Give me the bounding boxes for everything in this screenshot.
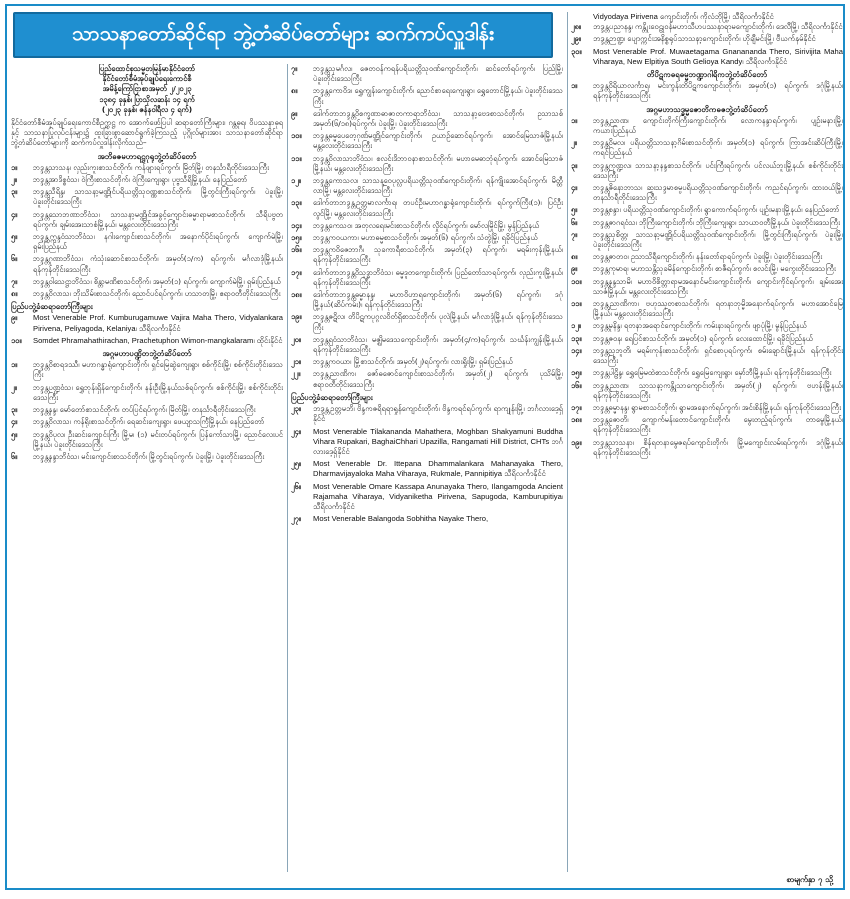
- item-number: ၁။: [571, 81, 578, 91]
- item-text: ဘဒ္ဒန္တဝါသေဋ္ဌာဘိဝံသ၊ စိန္တာမဏိစာသင်တိုက်၊ အမှတ်(၁) ရပ်ကွက်၊ ကျောက်မဲမြို့၊ ရှမ်းပြည်နယ်: [33, 276, 281, 286]
- list-item: [291, 404, 563, 424]
- item-number: ၁၇။: [291, 267, 302, 277]
- item-text: ဘဒ္ဒန္တသီရိန္ဒ၊ သာသနာ့မဏ္ဍိုင်ပရိယတ္တိသုဝဏ္ဏစာသင်တိုက်၊ မြို့တွင်းကြီးရပ်ကွက်၊ ပဲခူးမြို့၊ ပဲခူးတိုင်းဒေသကြီး: [33, 187, 283, 207]
- list-item: [291, 459, 563, 479]
- item-text: ဘဒ္ဒန္တကုမာရ၊ မဟာသန္တိသုခမိန်ကျောင်းတိုက်၊ စာဇီရပ်ကွက်၊ စလင်းမြို့၊ မကွေးတိုင်းဒေသကြီး: [593, 264, 836, 274]
- list-item: [571, 183, 843, 203]
- item-text: ဘဒ္ဒန္တကေသဝ၊ အတုလရေးမင်းစာသင်တိုက်၊ လှိုင်ရပ်ကွက်၊ မော်လမြိုင်မြို့၊ မွန်ပြည်နယ်: [313, 220, 540, 230]
- item-text: ဘဒ္ဒန္တရဝံသာဘိဝံသ၊ မဇ္ဈိမဒေသကျောင်းတိုက်၊ အမှတ်(၄/က)ရပ်ကွက်၊ သင်္ဃန်းကျွန်းမြို့နယ်၊ ရန်ကုန်တိုင်းဒေသကြီး: [313, 334, 563, 355]
- list-item-continuation: Vidyodaya Pirivena ကျောင်းတိုက်၊ ကိုလံဘိုမြို့၊ သီရိလင်္ကာနိုင်ငံ: [593, 12, 774, 21]
- item-text: Most Venerable Prof. Muwaetagama Gnanananda Thero, Sirivijita Maha Viharaya, New Elpitiya South Gelioya Kandy၊ သီရိလင်္ကာနိုင်ငံ: [593, 46, 843, 66]
- item-text: ဘဒ္ဒန္တဥတ္တမဘိ၊ ဗိန္ဒကဇရိရရာရှုန်ကျောင်းတိုက်၊ ဗိန္ဒကရင်ရပ်ကွက်၊ ရာကျုန်းမြို့၊ ဘင်္ဂလားဒေ့ရှ်နိုင်ငံ: [313, 404, 563, 424]
- list-item: [291, 221, 563, 231]
- item-number: ၃။: [11, 187, 18, 197]
- list-item: [11, 383, 283, 403]
- recipient-list: [11, 313, 283, 346]
- item-text: ဘဒ္ဒန္တဂုဏာဘိဝံသ၊ ကံသုံးဆောင်စာသင်တိုက်၊ အမှတ်(၁/က) ရပ်ကွက်၊ မင်္ဂလာဒုံမြို့နယ်၊ ရန်ကုန်တိုင်းဒေသကြီး: [33, 254, 283, 274]
- item-text: ဘဒ္ဒန္တသုဘူတိ၊ မရမ်းကုန်းစာသင်တိုက်၊ ရှင်စောပုရပ်ကွက်၊ စမ်းချောင်းမြို့နယ်၊ ရန်ကုန်တိုင်းဒေသကြီး: [593, 345, 843, 366]
- item-text: ဘဒ္ဒန္တဓမ္မပေတေ့ဂုဏ်မဏ္ဍိုင်ကျောင်းတိုက်၊ ဥယာဉ်ဆောင်ရပ်ကွက်၊ အောင်မြေသာဇံမြို့နယ်၊ မန္တလေးတိုင်းဒေသကြီး: [313, 131, 563, 151]
- header-line: ပြည်ထောင်စုသမ္မတမြန်မာနိုင်ငံတော်: [98, 64, 196, 73]
- list-item: [11, 313, 283, 333]
- column-3: [571, 12, 843, 872]
- header-line: အမိန့်ကြော်ငြာစာအမှတ် ၂/၂၀၂၃: [102, 84, 192, 94]
- item-text: ဘဒ္ဒန္တသောဘဏာဘိဝံသ၊ သာသနာ့မဏ္ဍိုင်အခွင့်ကျောင်းဓမ္မာရာမစာသင်တိုက်၊ သီရိပဗ္ဗတရပ်ကွက်၊ ချမ်းအေးသာစံမြို့နယ်၊ မန္တလေးတိုင်းဒေသကြီး: [33, 209, 283, 229]
- section-heading: အဂ္ဂမဟာပဏ္ဍိတဘွဲ့တံဆိပ်တော်: [102, 349, 192, 359]
- item-text: ဘဒ္ဒန္တဉာဏ္ဍ၊ ပျောက္ကင်းအနိစ္စရုပ်သာသနာ့ကျောင်းတိုက်၊ ဟိုချီမင်းမြို့၊ ဗီယက်နမ်နိုင်ငံ: [593, 34, 816, 44]
- item-number: ၁၀။: [571, 276, 582, 286]
- item-number: ၁၃။: [291, 198, 302, 208]
- item-text: ဘဒ္ဒန္တပဏ္ဍဝံသ၊ ရွှေဘုန်းရှိန်ကျောင်းတိုက်၊ နန်းဦးမြို့နယ်သစ်ရပ်ကွက်၊ စစ်ကိုင်းမြို့၊ စစ်ကိုင်းတိုင်းဒေသကြီး: [33, 382, 283, 402]
- section-heading: အဘိဓဇမဟာရဋ္ဌဂုရုဘွဲ့တံဆိပ်တော်: [97, 151, 197, 161]
- item-text: ဘဒ္ဒန္တဇဝန၊ ရေပြင်စာသင်တိုက်၊ အမှတ်(၁) ရပ်ကွက်၊ လေးထောင်မြို့၊ ရခိုင်ပြည်နယ်: [593, 333, 813, 343]
- list-item: [11, 336, 283, 346]
- item-number: ၁၈။: [571, 415, 582, 425]
- item-text: ဒေါက်တာဘဒ္ဒန္တဓမ္မာနန္ဒ၊ မဟာဝိဟာရကျောင်းတိုက်၊ အမှတ်(၆) ရပ်ကွက်၊ ဒဂုံမြို့နယ်(ဆိပ်ကမ်း)၊ ရန်ကုန်တိုင်းဒေသကြီး: [313, 290, 563, 310]
- item-text: ဘဒ္ဒန္တသုစိတ္တ၊ သာသနာ့မဏ္ဍိုင်ပရိယတ္တိသုဝဏ်ကျောင်းတိုက်၊ မြို့တွင်းကြီးရပ်ကွက်၊ ပဲခူးမြို့၊ ပဲခူးတိုင်းဒေသကြီး: [593, 229, 843, 250]
- list-item: [571, 381, 843, 401]
- item-number: ၇။: [571, 229, 578, 239]
- item-number: ၁၇။: [571, 402, 582, 412]
- item-number: ၁၀။: [11, 335, 22, 345]
- list-item: [571, 230, 843, 250]
- list-item: [571, 34, 843, 44]
- item-number: ၁။: [11, 162, 18, 172]
- list-item: [11, 210, 283, 230]
- list-item: [11, 289, 283, 299]
- item-text: Somdet Phramahathirachan, Prachetuphon Wimon-mangkalaram၊ ထိုင်းနိုင်ငံ: [33, 335, 283, 345]
- recipient-list: [291, 404, 563, 524]
- list-item: [11, 175, 283, 185]
- column-divider: [567, 12, 568, 872]
- recipient-list: [291, 64, 563, 390]
- item-number: ၂။: [571, 138, 577, 148]
- item-number: ၉။: [291, 108, 298, 118]
- item-number: ၁၂။: [571, 321, 582, 331]
- item-text: ဘဒ္ဒန္တသုမင်္ဂလ၊ ဇေတဝန်ကရန်ပရိယတ္တိသုဝဏ်ကျောင်းတိုက်၊ ဆင်တော်ရပ်ကွက်၊ ပြည်မြို့၊ ပဲခူးတိုင်းဒေသကြီး: [313, 64, 563, 84]
- list-item: [571, 368, 843, 378]
- item-number: ၁၅။: [571, 368, 582, 378]
- item-number: ၄။: [11, 417, 18, 427]
- header-line: (၂၀၂၃ ခုနှစ်၊ ဇန်နဝါရီလ ၄ ရက်): [101, 104, 193, 114]
- list-item: [291, 131, 563, 151]
- item-text: ဘဒ္ဒန္တဝိမလ၊ ပရိယတ္တိသာသနာ့ဂိမ်းစာသင်တိုက်၊ အမှတ်(၁) ရပ်ကွက်၊ ကြာအင်းဆိပ်ကြီးမြို့၊ ကရင်ပြည်နယ်: [593, 138, 843, 158]
- list-item: [291, 290, 563, 310]
- page-title: သာသနာတော်ဆိုင်ရာ ဘွဲ့တံဆိပ်တော်များ ဆက်ကပ်လှူဒါန်း: [13, 12, 553, 58]
- list-item: [11, 232, 283, 252]
- item-number: ၂၉။: [571, 34, 582, 44]
- item-text: ဘဒ္ဒန္တညာဏ၊ သာသနာ့ကန္တိုသာကျောင်းတိုက်၊ အမှတ်(၂) ရပ်ကွက်၊ ဗဟန်းမြို့နယ်၊ ရန်ကုန်တိုင်းဒေသကြီး: [593, 380, 843, 400]
- item-number: ၂။: [11, 175, 17, 185]
- item-text: ဘဒ္ဒန္တနန္ဒာဘိဝံသ၊ မင်းကျောင်းစာသင်တိုက်၊ မြို့တွင်းရပ်ကွက်၊ ပဲခူးမြို့၊ ပဲခူးတိုင်းဒေသကြီး: [33, 451, 265, 461]
- item-text: ဘဒ္ဒန္တညာဏိကာ၊ ဗဟုဿုတစာသင်တိုက်၊ ရတနာဘုမ္မိအနောက်ရပ်ကွက်၊ မဟာအောင်မြေမြို့နယ်၊ မန္တလေးတိုင်းဒေသကြီး: [593, 299, 843, 319]
- list-item: [571, 116, 843, 136]
- item-text: ဘဒ္ဒန္တပညာနန္ဒ၊ ကန္တိုးဝေဠုဝန်မဟာသီဟပဿနာရာမကျောင်းတိုက်၊ ဒေလီမြို့၊ သီရိလင်္ကာနိုင်ငံ: [593, 22, 843, 32]
- list-item: [11, 360, 283, 380]
- list-item: [291, 245, 563, 265]
- list-item: [291, 514, 563, 524]
- item-text: ဘဒ္ဒန္တဝိစာရဒဿီ၊ မဟာဂန္ဓာရုံကျောင်းတိုက်၊ ရှင်မြေဆွဲကျေးရွာ၊ စစ်ကိုင်းမြို့၊ စစ်ကိုင်းတိုင်းဒေသကြီး: [33, 360, 283, 380]
- recipient-list: [11, 163, 283, 299]
- item-text: ဘဒ္ဒန္တဝိလာသ၊ ဘိုးသိမ်းစာသင်တိုက်၊ ညောင်ပင်ရပ်ကွက်၊ ဟသာတမြို့၊ ဧရာဝတီတိုင်းဒေသကြီး: [33, 289, 281, 299]
- list-item: [571, 334, 843, 344]
- item-number: ၂၂။: [291, 369, 301, 379]
- list-item: [571, 277, 843, 297]
- list-item: [291, 427, 563, 458]
- continued-on-page: စာမျက်နှာ ၇ သို့: [786, 875, 833, 884]
- item-number: ၁၂။: [291, 176, 302, 186]
- list-item: [571, 138, 843, 158]
- item-text: ဘဒ္ဒန္တဇာဂရဝံသ၊ ဘိုကြီးကျောင်းတိုက်၊ ဘိုကြီးကျေးရွာ၊ သာယာဝတီမြို့နယ်၊ ပဲခူးတိုင်းဒေသကြီး: [593, 217, 841, 227]
- list-item: [11, 405, 283, 415]
- item-text: ဘဒ္ဒန္တဝိလာသ၊ ကန်ရိုးစာသင်တိုက်၊ ရေဆင်းကျေးရွာ၊ ဖေယျာသင်္ကြံမြို့နယ်၊ နေပြည်တော်: [33, 417, 265, 427]
- recipient-list: [571, 116, 843, 458]
- item-number: ၁၆။: [291, 245, 302, 255]
- item-number: ၁၃။: [571, 333, 582, 343]
- section-heading: ပြည်ပဘွဲ့ခံဆရာတော်ကြီးများ: [11, 302, 93, 312]
- item-number: ၁၅။: [291, 233, 302, 243]
- item-text: ဒေါက်တာဘဒ္ဒန္တဝိစက္ခဏာဓာဇာတကာရာဘိဝံသ၊ သာသနာ့ဗေဒစာသင်တိုက်၊ ဥသာသစ်အမှတ်(၆/၁၈)ရပ်ကွက်၊ ပဲခူးမြို့၊ ပဲခူးတိုင်းဒေသကြီး: [313, 108, 563, 129]
- item-number: ၈။: [291, 86, 298, 96]
- list-item: [571, 161, 843, 181]
- list-item: [11, 277, 283, 287]
- list-item: [291, 312, 563, 332]
- item-text: Most Venerable Prof. Kumburugamuwe Vajira Maha Thero, Vidyalankara Pirivena, Peliyagoda, Kelaniya၊ သီရိလင်္ကာနိုင်ငံ: [33, 313, 283, 333]
- item-text: ဘဒ္ဒန္တဇိနောဘာသ၊ ဆူးသဒ္ဒမာစမ္ပပရိယတ္တိသုဝဏ်ကျောင်းတိုက်၊ ကညင်ရပ်ကွက်၊ ထားဝယ်မြို့၊ တနင်္သာရီတိုင်းဒေသကြီး: [593, 183, 843, 203]
- item-number: ၁၄။: [571, 345, 582, 355]
- item-text: ဒေါက်တာဘဒ္ဒန္တဥတ္တမာလင်္ကာရ၊ တပင်ဦးမဟာဂန္ဓာရုံကျောင်းတိုက်၊ ရပ်ကွက်ကြီး(၁)၊ ပြင်ဦးလွင်မြို့၊ မန္တလေးတိုင်းဒေသကြီး: [313, 198, 563, 218]
- list-item: [571, 321, 843, 331]
- item-text: ဘဒ္ဒန္တဝိရိယာလင်္ကာရ၊ မင်းကွန်းတိပိဋကကျောင်းတိုက်၊ အမှတ်(၁) ရပ်ကွက်၊ ဒဂုံမြို့နယ်၊ ရန်ကုန်တိုင်းဒေသကြီး: [593, 81, 843, 101]
- item-number: ၃။: [571, 160, 578, 170]
- item-text: ဒေါက်တာဘဒ္ဒန္တဝိသုဒ္ဓာဘိဝံသ၊ ဓမ္မဒူတကျောင်းတိုက်၊ ပြည်တော်သာရပ်ကွက်၊ လှည်းကူးမြို့နယ်၊ ရန်ကုန်တိုင်းဒေသကြီး: [313, 267, 563, 287]
- list-item: [11, 452, 283, 462]
- item-number: ၂၈။: [571, 22, 582, 32]
- list-item: [291, 482, 563, 513]
- section-heading: အဂ္ဂမဟာသဒ္ဓမ္မဇောတိကဓဇဘွဲ့တံဆိပ်တော်: [646, 104, 768, 114]
- item-number: ၁၁။: [571, 299, 582, 309]
- item-number: ၁၉။: [291, 312, 302, 322]
- item-number: ၁၈။: [291, 290, 302, 300]
- item-number: ၂၀။: [291, 334, 302, 344]
- header-line: ၁၃၈၄ ခုနှစ်၊ ပြာသိုလဆန်း ၁၄ ရက်: [99, 94, 195, 104]
- section-heading: တိပိဋကဓရဓမ္မဘဏ္ဍာဂါရိကဘွဲ့တံဆိပ်တော်: [646, 70, 768, 80]
- list-item: [291, 268, 563, 288]
- item-number: ၁၀။: [291, 131, 302, 141]
- item-text: ဘဒ္ဒန္တကောဝိဒ၊ ရွှေကျွန်းကျောင်းတိုက်၊ ညောင်စာရေးကျေးရွာ၊ ရွှေတောင်မြို့နယ်၊ ပဲခူးတိုင်းဒေသကြီး: [313, 86, 563, 106]
- item-text: ဘဒ္ဒန္တအာဒိစ္စဝံသ၊ ဝဲကြီးစာသင်တိုက်၊ ဝဲကြီးကျေးရွာ၊ ပုဗ္ဗသီရိမြို့နယ်၊ နေပြည်တော်: [33, 175, 248, 185]
- intro-paragraph: နိုင်ငံတော်စီမံအုပ်ချုပ်ရေးကောင်စီဥက္ကဋ္ဌ က အောက်ဖော်ပြပါ ဆရာတော်ကြီးများ၊ ဂန္ထဓုရ၊ ဝိပဿနာဓုရနှင့် သာသနာပြုလုပ်ငန်းများ၌ ထူးခြားစွာဆောင်ရွက်ခဲ့ကြသည့် ပုဂ္ဂိုလ်များအား သာသနာတော်ဆိုင်ရာ ဘွဲ့တံဆိပ်တော်များကို ဆက်ကပ်လှူဒါန်းလိုက်သည်–: [11, 118, 283, 148]
- list-item: [571, 438, 843, 458]
- item-number: ၁။: [571, 115, 578, 125]
- item-text: ဘဒ္ဒန္တကောသလ၊ သာသန့ဝေပုလ္လပရိယတ္တိသုဝဏ်ကျောင်းတိုက်၊ ရန်ကျိုးအောင်ရပ်ကွက်၊ မိတ္ထီလာမြို့၊ မန္တလေးတိုင်းဒေသကြီး: [313, 176, 563, 196]
- recipient-list: [571, 81, 843, 101]
- newspaper-page: [5, 4, 845, 890]
- item-text: ဘဒ္ဒန္တကဝိဇေဘာဂီ၊ သုခကာရီစာသင်တိုက်၊ အမှတ်(၃) ရပ်ကွက်၊ မရမ်းကုန်းမြို့နယ်၊ ရန်ကုန်တိုင်းဒေသကြီး: [313, 245, 563, 265]
- item-text: ဘဒ္ဒန္တနန္ဒသာမိ၊ မဟာဝိစိတ္တာရာမအနောင်မင်းကျောင်းတိုက်၊ ကျောင်းကိုင်ရပ်ကွက်၊ ချမ်းအေးသာဇံမြို့နယ်၊ မန္တလေးတိုင်းဒေသကြီး: [593, 276, 843, 296]
- item-text: ဘဒ္ဒန္တညာဏိက၊ ဇော်ဓဇောင်ကျောင်းစာသင်တိုက်၊ အမှတ်(၂) ရပ်ကွက်၊ ပုသိမ်မြို့၊ ဧရာဝတီတိုင်းဒေသကြီး: [313, 369, 563, 389]
- list-item: [291, 335, 563, 355]
- header-line: နိုင်ငံတော်စီမံအုပ်ချုပ်ရေးကောင်စီ: [102, 74, 192, 84]
- item-text: ဘဒ္ဒန္တဇဋိလ၊ တိပိဋကပုဂ္ဂလဝိတ်ရှိစာသင်တိုက်၊ ပုလဲမြို့နယ်၊ မင်္ဂလာဒုံမြို့နယ်၊ ရန်ကုန်တိုင်းဒေသကြီး: [313, 312, 563, 332]
- item-text: ဘဒ္ဒန္တသာသနာ၊ စိန်ရတနာမွေဇရပ်ကျောင်းတိုက်၊ မြို့မကျောင်းလမ်းရပ်ကွက်၊ ဒဂုံမြို့နယ်၊ ရန်ကုန်တိုင်းဒေသကြီး: [593, 437, 843, 457]
- item-text: Most Venerable Balangoda Sobhitha Nayake Thero,: [313, 514, 489, 524]
- item-text: Most Venerable Tilakananda Mahathera, Moghban Shakyamuni Buddha Vihara Rupakari, BaghaiChhari Upazilla, Rangamati Hill District, CHTs ဘင်္ဂလားဒေ့ရှ်နိုင်ငံ: [313, 426, 563, 456]
- item-number: ၂၄။: [291, 426, 302, 436]
- list-item: [291, 86, 563, 106]
- list-item: [291, 154, 563, 174]
- list-item: [291, 176, 563, 196]
- item-number: ၉။: [11, 313, 18, 323]
- list-item: [571, 218, 843, 228]
- list-item: [571, 22, 843, 32]
- item-text: ဘဒ္ဒန္တဓမ္မာနန္ဒ၊ ရွာမစာသင်တိုက်၊ ရွာမအနောက်ရပ်ကွက်၊ အင်းစိန်မြို့နယ်၊ ရန်ကုန်တိုင်းဒေသကြီး: [593, 402, 842, 412]
- item-number: ၂။: [11, 382, 17, 392]
- item-text: ဘဒ္ဒန္တဝိလာသာဘိဝံသ၊ စလင်းဒိဘာဝနာစာသင်တိုက်၊ မဟာမေဓာဘုံရပ်ကွက်၊ အောင်မြေသာဇံမြို့နယ်၊ မန္တလေးတိုင်းဒေသကြီး: [313, 153, 563, 173]
- item-number: ၂၁။: [291, 357, 302, 367]
- item-text: ဘဒ္ဒန္တဇာတဝ၊ ဥသာသိရီကျောင်းတိုက်၊ နန်းတော်ရာရပ်ကွက်၊ ပဲခူးမြို့၊ ပဲခူးတိုင်းဒေသကြီး: [593, 252, 823, 262]
- list-item: [571, 252, 843, 262]
- section-heading: ပြည်ပဘွဲ့ခံဆရာတော်ကြီးများ: [291, 392, 373, 402]
- item-text: ဘဒ္ဒန္တမုနိန္ဒ၊ ရတနာအရောင်ကျောင်းတိုက်၊ ကမ်းနားရပ်ကွက်၊ ဖျာပုံမြို့၊ မွန်ပြည်နယ်: [593, 321, 807, 331]
- item-text: Most Venerable Dr. Ittepana Dhammalankara Mahanayaka Thero, Dharmavijayaloka Maha Viharaya, Rukmale, Pannipitiya သီရိလင်္ကာနိုင်ငံ: [313, 459, 563, 479]
- item-number: ၂၆။: [291, 481, 302, 491]
- item-number: ၁၉။: [571, 437, 582, 447]
- item-text: ဘဒ္ဒန္တဇောတိ၊ ကျောက်မန်းတောင်ကျောင်းတိုက်၊ မွေးတည့်ရပ်ကွက်၊ တာမွေမြို့နယ်၊ ရန်ကုန်တိုင်းဒေသကြီး: [593, 415, 843, 435]
- item-number: ၂၅။: [291, 459, 302, 469]
- item-number: ၆။: [11, 254, 18, 264]
- list-item: [11, 254, 283, 274]
- list-item: [11, 417, 283, 427]
- list-item: [291, 109, 563, 129]
- column-2: [291, 64, 563, 872]
- item-number: ၉။: [571, 264, 578, 274]
- list-item: [11, 430, 283, 450]
- item-number: ၈။: [11, 289, 18, 299]
- item-number: ၁၁။: [291, 153, 302, 163]
- item-number: ၁၆။: [571, 380, 582, 390]
- item-number: ၆။: [11, 451, 18, 461]
- recipient-list: [11, 360, 283, 462]
- list-item: [291, 233, 563, 243]
- list-item: [571, 415, 843, 435]
- list-item: [11, 187, 283, 207]
- item-text: ဘဒ္ဒန္တကဝယကာ၊ မဟာဓမ္မစာသင်တိုက်၊ အမှတ်(၆) ရပ်ကွက်၊ သံတွဲမြို့၊ ရခိုင်ပြည်နယ်: [313, 233, 538, 243]
- item-number: ၂၇။: [291, 514, 302, 524]
- item-text: ဘဒ္ဒန္တဣန္ဒဝံသာဘိဝံသ၊ နဂါးကျောင်းစာသင်တိုက်၊ အနောက်ပိုင်းရပ်ကွက်၊ ကျောက်မဲမြို့၊ ရှမ်းပြည်နယ်: [33, 232, 283, 252]
- item-number: ၆။: [571, 217, 578, 227]
- item-text: ဘဒ္ဒန္တဝိပုလ၊ ဦးဆင်းကျောင်းကြီး မြို့မ၊ (၁) မင်းတပ်ရပ်ကွက်၊ ပြန်ကော်သာမြို့၊ ညောင်လေးပင်မြို့နယ်၊ ပဲခူးတိုင်းဒေသကြီး: [33, 429, 283, 449]
- item-number: ၁။: [11, 360, 18, 370]
- item-number: ၅။: [11, 232, 18, 242]
- list-item: [571, 299, 843, 319]
- item-number: ၅။: [11, 429, 18, 439]
- item-number: ၃။: [11, 405, 18, 415]
- column-1: [11, 64, 283, 872]
- column-divider: [287, 64, 288, 872]
- item-number: ၈။: [571, 252, 578, 262]
- item-text: ဘဒ္ဒန္တကဝယာ၊ မြို့စာသင်တိုက်၊ အမှတ်(၂)ရပ်ကွက်၊ လားရှိုးမြို့၊ ရှမ်းပြည်နယ်: [313, 357, 513, 367]
- list-item: [571, 205, 843, 215]
- list-item: [571, 47, 843, 67]
- list-item: [571, 264, 843, 274]
- item-number: ၁၄။: [291, 220, 302, 230]
- list-item: [571, 403, 843, 413]
- item-text: ဘဒ္ဒန္တစန္ဒာ၊ ပရိယတ္တိသုဝဏ်ကျောင်းတိုက်၊ ရွာကောက်ရပ်ကွက်၊ ပျဉ်းမနားမြို့နယ်၊ နေပြည်တော်: [593, 205, 840, 215]
- item-number: ၇။: [291, 64, 298, 73]
- item-text: ဘဒ္ဒန္တညာဏ၊ ကျောင်းတိုက်ကြီးကျောင်းတိုက်၊ လောကနန္ဒာရပ်ကွက်၊ ပျဉ်းမနားမြို့၊ ကယားပြည်နယ်: [593, 115, 843, 136]
- list-item: [291, 198, 563, 218]
- item-number: ၅။: [571, 205, 578, 215]
- recipient-list: [571, 22, 843, 67]
- list-item: [571, 346, 843, 366]
- list-item: [291, 369, 563, 389]
- item-text: ဘဒ္ဒန္တသာသန၊ လှည်းကူးစာသင်တိုက်၊ ကန်ဖျားရပ်ကွက်၊ မြိတ်မြို့၊ တနင်္သာရီတိုင်းဒေသကြီး: [33, 162, 269, 172]
- item-number: ၃၀။: [571, 46, 582, 56]
- list-item: [291, 64, 563, 84]
- item-number: ၇။: [11, 276, 18, 286]
- item-number: ၄။: [11, 209, 18, 219]
- list-item: [571, 81, 843, 101]
- list-item: [11, 163, 283, 173]
- item-text: ဘဒ္ဒန္တပါဠိန္ဒ၊ ရွှေမြေမထဲစာသင်တိုက်၊ ရွှေမြေကျေးရွာ၊ မှော်ဘီမြို့နယ်၊ ရန်ကုန်တိုင်းဒေသကြီး: [593, 368, 832, 378]
- item-number: ၄။: [571, 183, 578, 193]
- item-number: ၂၃။: [291, 404, 302, 414]
- notification-header: [11, 64, 283, 115]
- item-text: Most Venerable Omare Kassapa Anunayaka Thero, Ilangamgoda Ancient Rajamaha Viharaya, Vidyaniketha Pirivena, Sapugoda, Kamburupitiya၊ သီရိလင်္ကာနိုင်ငံ: [313, 481, 563, 511]
- item-text: ဘဒ္ဒန္တနန္ဒ၊ မော်တော်စာသင်တိုက်၊ တပ်ပြင်ရပ်ကွက်၊ မြိတ်မြို့၊ တနင်္သာရီတိုင်းဒေသကြီး: [33, 405, 256, 415]
- item-text: ဘဒ္ဒန္တကုဏ္ဍလ၊ သာသနာ့နန္ဒစာသင်တိုက်၊ ပင်းကြီးရပ်ကွက်၊ ပင်လယ်ဘူးမြို့နယ်၊ စစ်ကိုင်းတိုင်းဒေသကြီး: [593, 160, 843, 180]
- list-item: [291, 357, 563, 367]
